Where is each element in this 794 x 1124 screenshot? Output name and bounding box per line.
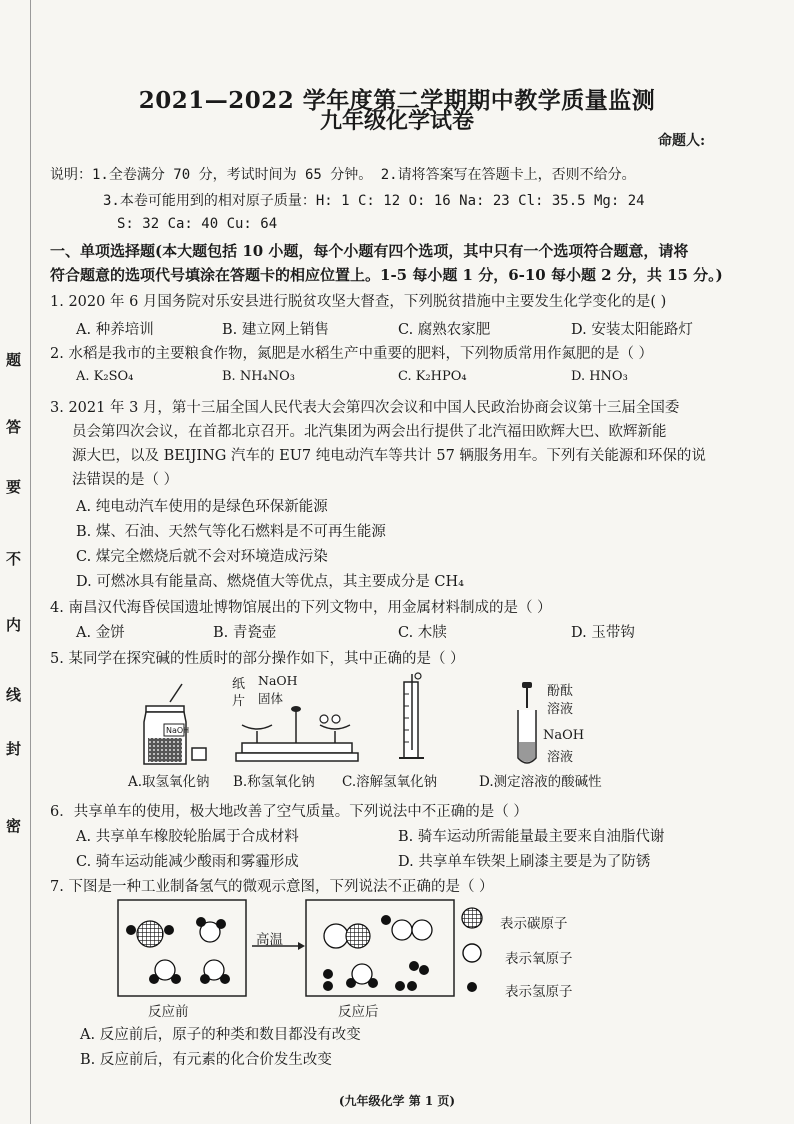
legend-oxygen: 表示氧原子 bbox=[505, 951, 573, 967]
side-char: 要 bbox=[6, 478, 22, 496]
legend-hydrogen: 表示氢原子 bbox=[505, 984, 573, 1000]
side-char: 内 bbox=[6, 616, 22, 634]
figure-c-cylinder-icon bbox=[398, 672, 432, 766]
side-char: 不 bbox=[6, 550, 22, 568]
question-6-stem: 6．共享单车的使用，极大地改善了空气质量。下列说法中不正确的是（ ） bbox=[50, 804, 528, 820]
q1-option-a: A. 种养培训 bbox=[76, 322, 154, 338]
question-1-stem: 1. 2020 年 6 月国务院对乐安县进行脱贫攻坚大督查，下列脱贫措施中主要发生化学变化的是( ) bbox=[50, 294, 667, 310]
question-3-stem: 员会第四次会议，在首都北京召开。北汽集团为两会出行提供了北汽福田欧辉大巴、欧辉新能 bbox=[72, 424, 667, 440]
section-heading: 符合题意的选项代号填涂在答题卡的相应位置上。1-5 每小题 1 分，6-10 每小题 2 分，共 15 分。) bbox=[50, 266, 723, 284]
q4-option-c: C. 木牍 bbox=[398, 625, 447, 641]
question-4-stem: 4. 南昌汉代海昏侯国遗址博物馆展出的下列文物中，用金属材料制成的是（ ） bbox=[50, 600, 552, 616]
question-7-stem: 7. 下图是一种工业制备氢气的微观示意图，下列说法不正确的是（ ） bbox=[50, 879, 494, 895]
figure-b-balance-icon bbox=[232, 705, 362, 765]
q3-option-b: B. 煤、石油、天然气等化石燃料是不可再生能源 bbox=[76, 524, 386, 540]
q7-option-b: B. 反应前后，有元素的化合价发生改变 bbox=[80, 1052, 332, 1068]
high-temp-label: 高温 bbox=[256, 932, 283, 948]
q4-option-d: D. 玉带钩 bbox=[571, 625, 635, 641]
q7-option-a: A. 反应前后，原子的种类和数目都没有改变 bbox=[80, 1027, 361, 1043]
scale-naoh-label: NaOH bbox=[258, 673, 298, 688]
figure-d-caption: D.测定溶液的酸碱性 bbox=[479, 774, 602, 790]
atomic-mass-line: S: 32 Ca: 40 Cu: 64 bbox=[117, 216, 278, 232]
side-char: 线 bbox=[6, 686, 22, 704]
side-char: 答 bbox=[6, 418, 22, 436]
question-3-stem: 源大巴，以及 BEIJING 汽车的 EU7 纯电动汽车等共计 57 辆服务用车。下列有关能源和环保的说 bbox=[72, 448, 706, 464]
section-heading: 一、单项选择题(本大题包括 10 小题，每个小题有四个选项，其中只有一个选项符合题意，请将 bbox=[50, 242, 689, 260]
atomic-mass-line: 3.本卷可能用到的相对原子质量：H: 1 C: 12 O: 16 Na: 23 Cl: 35.5 Mg: 24 bbox=[103, 193, 645, 209]
paper-label: 纸 片 bbox=[232, 677, 246, 709]
legend-carbon: 表示碳原子 bbox=[500, 916, 568, 932]
bottle-label: NaOH bbox=[166, 726, 190, 735]
phenolphthalein-label: 酚酞 bbox=[547, 684, 574, 699]
side-char: 密 bbox=[6, 817, 22, 835]
q1-option-b: B. 建立网上销售 bbox=[222, 322, 329, 338]
after-label: 反应后 bbox=[338, 1004, 379, 1020]
instructions-line: 说明：1.全卷满分 70 分，考试时间为 65 分钟。 2.请将答案写在答题卡上，否则不给分。 bbox=[50, 167, 636, 183]
q3-option-d: D. 可燃冰具有能量高、燃烧值大等优点，其主要成分是 CH₄ bbox=[76, 574, 464, 590]
q1-option-c: C. 腐熟农家肥 bbox=[398, 322, 491, 338]
q2-option-d: D. HNO₃ bbox=[571, 369, 628, 384]
q3-option-c: C. 煤完全燃烧后就不会对环境造成污染 bbox=[76, 549, 328, 565]
naoh-solution-label: NaOH bbox=[543, 728, 585, 743]
side-char: 封 bbox=[6, 740, 22, 758]
figure-c-caption: C.溶解氢氧化钠 bbox=[342, 774, 438, 790]
before-label: 反应前 bbox=[148, 1004, 189, 1020]
q1-option-d: D. 安装太阳能路灯 bbox=[571, 322, 693, 338]
question-3-stem: 法错误的是（ ） bbox=[72, 472, 179, 488]
q6-option-b: B. 骑车运动所需能量最主要来自油脂代谢 bbox=[398, 829, 665, 845]
scale-solid-label: 固体 bbox=[258, 691, 284, 706]
naoh-solution-label: 溶液 bbox=[547, 750, 574, 765]
q4-option-a: A. 金饼 bbox=[76, 625, 125, 641]
exam-subtitle: 九年级化学试卷 bbox=[319, 108, 474, 134]
q3-option-a: A. 纯电动汽车使用的是绿色环保新能源 bbox=[76, 499, 328, 515]
figure-a-caption: A.取氢氧化钠 bbox=[128, 774, 210, 790]
page-footer: (九年级化学 第 1 页) bbox=[338, 1094, 456, 1108]
hydrogen-atom-icon bbox=[465, 980, 479, 994]
figure-b-caption: B.称氢氧化钠 bbox=[233, 774, 315, 790]
q4-option-b: B. 青瓷壶 bbox=[213, 625, 277, 641]
binding-margin bbox=[0, 0, 31, 1124]
q6-option-c: C. 骑车运动能减少酸雨和雾霾形成 bbox=[76, 854, 299, 870]
exam-title: 2021—2022 学年度第二学期期中教学质量监测 bbox=[138, 87, 656, 114]
q2-option-c: C. K₂HPO₄ bbox=[398, 369, 467, 384]
q2-option-b: B. NH₄NO₃ bbox=[222, 369, 295, 384]
question-2-stem: 2. 水稻是我市的主要粮食作物，氮肥是水稻生产中重要的肥料，下列物质常用作氮肥的是（ ） bbox=[50, 346, 654, 362]
oxygen-atom-icon bbox=[461, 942, 483, 964]
carbon-atom-icon bbox=[460, 906, 484, 930]
side-char: 题 bbox=[6, 351, 22, 369]
author-label: 命题人: bbox=[658, 133, 706, 149]
question-3-stem: 3. 2021 年 3 月，第十三届全国人民代表大会第四次会议和中国人民政治协商会议第十三届全国委 bbox=[50, 400, 680, 416]
q6-option-d: D. 共享单车铁架上刷漆主要是为了防锈 bbox=[398, 854, 651, 870]
q6-option-a: A. 共享单车橡胶轮胎属于合成材料 bbox=[76, 829, 299, 845]
figure-d-test-tube-icon bbox=[510, 682, 544, 768]
q2-option-a: A. K₂SO₄ bbox=[76, 369, 134, 384]
question-5-stem: 5. 某同学在探究碱的性质时的部分操作如下，其中正确的是（ ） bbox=[50, 651, 465, 667]
phenolphthalein-label: 溶液 bbox=[547, 702, 574, 717]
reaction-diagram bbox=[110, 896, 460, 1000]
